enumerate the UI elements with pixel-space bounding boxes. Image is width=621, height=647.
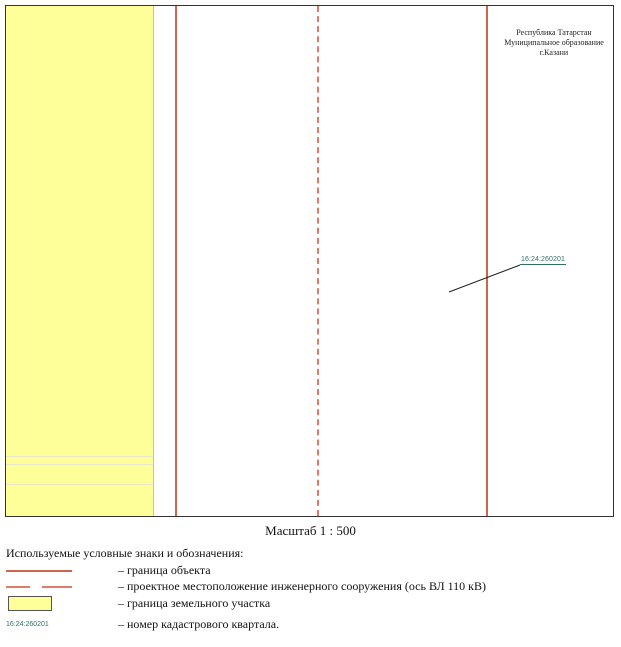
land-plot-stripe	[6, 484, 153, 485]
object-border-right	[486, 6, 488, 516]
region-line: Республика Татарстан	[516, 28, 592, 37]
cadastral-quarter-label: 16:24:260201	[521, 256, 566, 263]
scale-label: Масштаб 1 : 500	[265, 523, 356, 538]
region-label	[494, 28, 614, 58]
land-plot-area	[6, 6, 154, 516]
legend-title: Используемые условные знаки и обозначения:	[6, 546, 244, 560]
legend-item-label: – номер кадастрового квартала.	[118, 617, 280, 631]
region-line: г.Казани	[539, 48, 569, 57]
map-frame	[5, 5, 614, 517]
dashed-red-line-symbol	[6, 579, 72, 595]
yellow-rectangle-symbol	[6, 596, 72, 612]
solid-red-line-symbol	[6, 563, 72, 579]
legend-item-label: – проектное местоположение инженерного сооружения (ось ВЛ 110 кВ)	[118, 579, 487, 593]
power-line-axis	[317, 6, 319, 516]
region-line: Муниципальное образование	[504, 38, 604, 47]
land-plot-stripe	[6, 464, 153, 465]
land-plot-stripe	[6, 456, 153, 457]
legend-item-label: – граница объекта	[118, 563, 211, 577]
legend-item-label: – граница земельного участка	[118, 596, 271, 610]
object-border-left	[175, 6, 177, 516]
cadastral-number-sample: 16:24:260201	[6, 621, 49, 628]
